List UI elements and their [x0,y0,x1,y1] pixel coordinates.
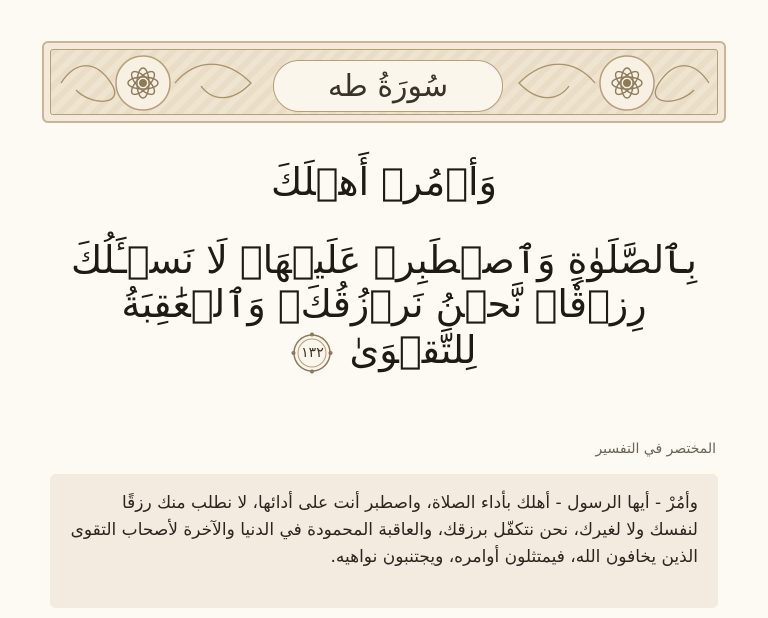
tafsir-source-label: المختصر في التفسير [595,441,716,457]
tafsir-text: وأمُرْ - أيها الرسول - أهلك بأداء الصلاة، واصطبر أنت على أدائها، لا نطلب منك رزقًا لنفسك ولا لغيرك، نحن نتكفّل برزقك، والعاقبة المحمودة في الدنيا والآخرة لأصحاب التقوى الذين يخافون الله، فيمتثلون أوامره، ويجتنبون نواهيه. [50,474,718,608]
surah-header-banner [42,41,726,123]
banner-frame [50,49,718,115]
surah-title-plaque [273,60,503,112]
verse-line-1: وَأۡمُرۡ أَهۡلَكَ [271,160,497,204]
surah-title: سُورَةُ طه [327,68,449,104]
rosette-left-icon [116,56,170,110]
ayah-number-marker [291,332,333,374]
rosette-right-icon [600,56,654,110]
verse-line-3-text: لِلتَّقۡوَىٰ [349,328,477,372]
ayah-number: ١٣٢ [301,344,324,361]
verse-line-3 [40,328,728,374]
verse-line-2: بِٱلصَّلَوٰةِ وَٱصۡطَبِرۡ عَلَيۡهَاۖ لَا نَسۡـَٔلُكَ رِزۡقٗاۖ نَّحۡنُ نَرۡزُقُكَۗ وَٱلۡعَٰقِبَةُ [70,238,698,326]
